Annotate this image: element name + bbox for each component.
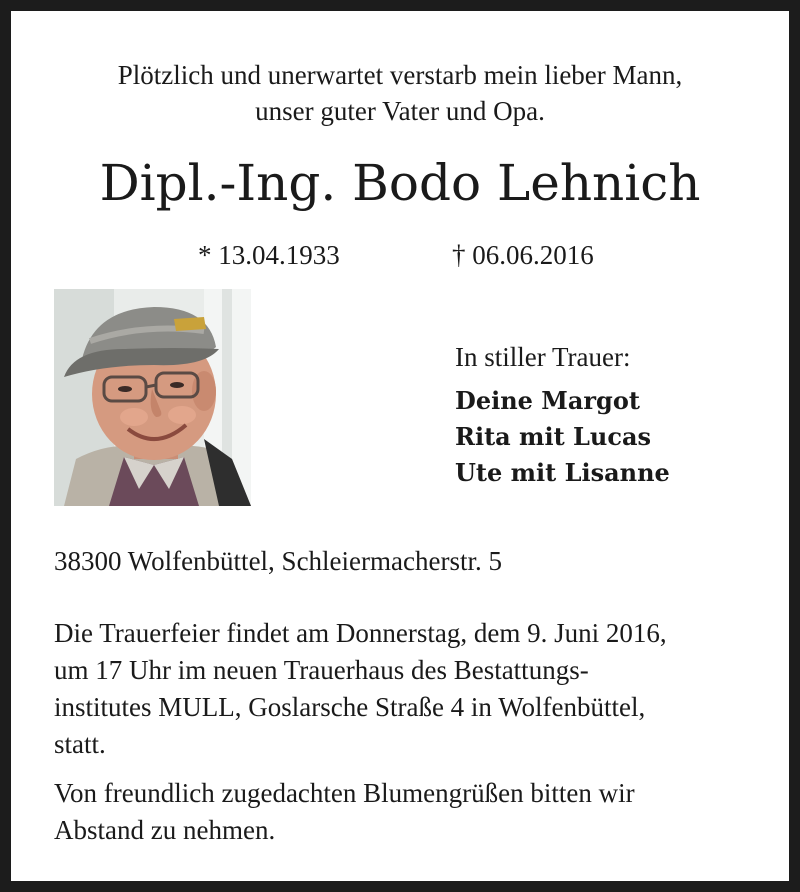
portrait-photo [54, 289, 251, 506]
flowers-line-1: Von freundlich zugedachten Blumengrüßen bitten wir [54, 778, 635, 808]
intro-text [11, 57, 789, 129]
funeral-line-4: statt. [54, 729, 106, 759]
birth-date: * 13.04.1933 [198, 240, 340, 270]
flowers-line-2: Abstand zu nehmen. [54, 815, 276, 845]
mourner-1: Deine Margot [455, 386, 640, 415]
intro-line-2: unser guter Vater und Opa. [255, 96, 545, 126]
funeral-line-3: institutes MULL, Goslarsche Straße 4 in Wolfenbüttel, [54, 692, 646, 722]
intro-line-1: Plötzlich und unerwartet verstarb mein lieber Mann, [117, 60, 683, 90]
portrait-illustration [54, 289, 251, 506]
mourner-3: Ute mit Lisanne [455, 458, 670, 487]
mourners-list [455, 383, 670, 491]
funeral-line-2: um 17 Uhr im neuen Trauerhaus des Bestattungs- [54, 655, 589, 685]
deceased-name: Dipl.-Ing. Bodo Lehnich [99, 154, 701, 212]
flowers-paragraph [54, 775, 754, 849]
mourning-label: In stiller Trauer: [455, 342, 631, 372]
funeral-line-1: Die Trauerfeier findet am Donnerstag, dem 9. Juni 2016, [54, 618, 667, 648]
mourner-2: Rita mit Lucas [455, 422, 652, 451]
death-date: † 06.06.2016 [452, 240, 594, 270]
address: 38300 Wolfenbüttel, Schleiermacherstr. 5 [54, 546, 502, 576]
funeral-paragraph [54, 615, 754, 763]
